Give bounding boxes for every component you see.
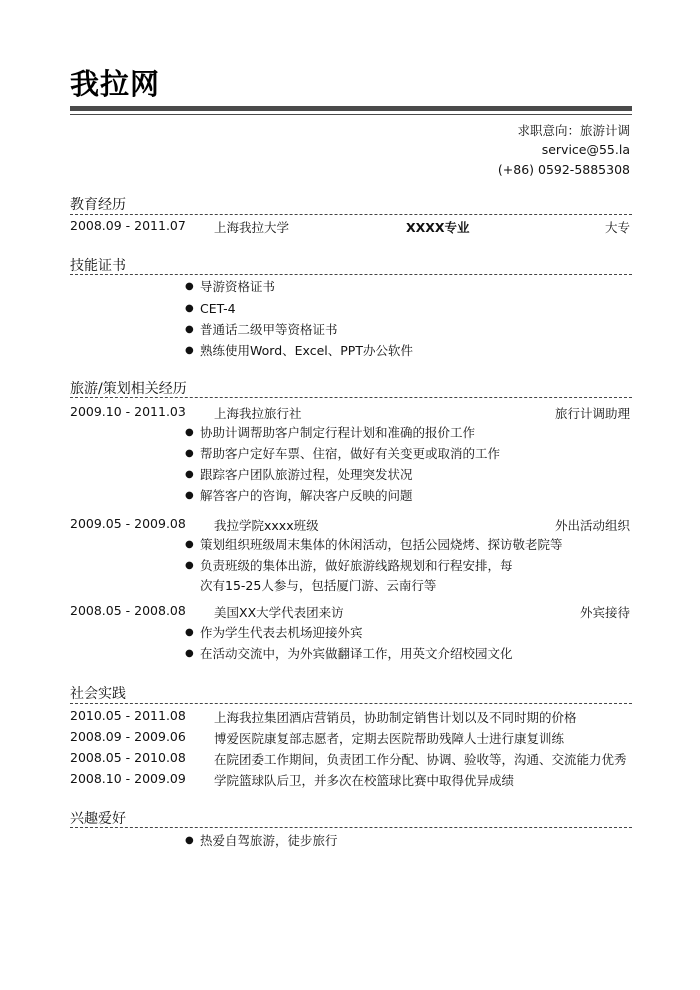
job-objective: 求职意向：旅游计调 <box>517 123 630 138</box>
job-bullet: ● 负责班级的集体出游，做好旅游线路规划和行程安排，每次有15-25人参与，包括厦门游、云南行等 <box>185 558 513 593</box>
bullet-icon: ● <box>185 648 194 659</box>
social-row <box>70 708 630 726</box>
section-title-experience: 旅游/策划相关经历 <box>70 381 187 397</box>
section-divider <box>70 214 632 215</box>
social-text: 在院团委工作期间，负责团工作分配、协调、验收等，沟通、交流能力优秀 <box>214 752 627 767</box>
bullet-icon: ● <box>185 469 194 480</box>
skill-item: ● 普通话二级甲等资格证书 <box>200 320 530 340</box>
bullet-icon: ● <box>185 490 194 501</box>
social-date: 2008.05 - 2010.08 <box>70 750 186 765</box>
bullet-icon: ● <box>185 448 194 459</box>
bullet-icon: ● <box>185 560 194 571</box>
section-divider <box>70 827 632 828</box>
job-org: 我拉学院xxxx班级 <box>214 518 319 533</box>
skill-item: ● CET-4 <box>200 299 530 319</box>
bullet-icon: ● <box>185 427 194 438</box>
social-text: 博爱医院康复部志愿者，定期去医院帮助残障人士进行康复训练 <box>214 731 565 746</box>
social-date: 2010.05 - 2011.08 <box>70 708 186 723</box>
section-title-skills: 技能证书 <box>70 258 126 274</box>
bullet-icon: ● <box>185 345 194 356</box>
job-org: 美国XX大学代表团来访 <box>214 605 344 620</box>
job-date: 2008.05 - 2008.08 <box>70 603 186 618</box>
social-row <box>70 771 630 789</box>
job-org: 上海我拉旅行社 <box>214 406 302 421</box>
bullet-icon: ● <box>185 281 194 292</box>
job-bullet: ● 策划组织班级周末集体的休闲活动，包括公园烧烤、探访敬老院等 <box>200 535 580 555</box>
education-date: 2008.09 - 2011.07 <box>70 218 186 233</box>
social-row <box>70 750 630 768</box>
skill-item: ● 熟练使用Word、Excel、PPT办公软件 <box>200 341 530 361</box>
job-date: 2009.05 - 2009.08 <box>70 516 186 531</box>
section-title-social: 社会实践 <box>70 686 126 702</box>
hobby-item: ● 热爱自驾旅游，徒步旅行 <box>200 831 530 851</box>
bullet-icon: ● <box>185 627 194 638</box>
header-rule-thin <box>70 114 632 115</box>
job-date: 2009.10 - 2011.03 <box>70 404 186 419</box>
section-title-education: 教育经历 <box>70 197 126 213</box>
social-text: 学院篮球队后卫，并多次在校篮球比赛中取得优异成绩 <box>214 773 515 788</box>
job-row <box>70 404 630 422</box>
job-role: 旅行计调助理 <box>554 406 630 421</box>
section-divider <box>70 274 632 275</box>
bullet-icon: ● <box>185 539 194 550</box>
job-bullet: ● 解答客户的咨询，解决客户反映的问题 <box>200 486 530 506</box>
contact-phone: (+86) 0592-5885308 <box>497 162 630 177</box>
bullet-icon: ● <box>185 835 194 846</box>
education-degree: 大专 <box>604 220 630 235</box>
job-row <box>70 603 630 621</box>
bullet-icon: ● <box>185 324 194 335</box>
job-bullet: ● 作为学生代表去机场迎接外宾 <box>200 623 530 643</box>
social-text: 上海我拉集团酒店营销员，协助制定销售计划以及不同时期的价格 <box>214 710 577 725</box>
job-row <box>70 516 630 534</box>
job-bullet: ● 协助计调帮助客户制定行程计划和准确的报价工作 <box>200 423 530 443</box>
section-divider <box>70 397 632 398</box>
education-major: XXXX专业 <box>406 220 470 235</box>
social-date: 2008.10 - 2009.09 <box>70 771 186 786</box>
social-row <box>70 729 630 747</box>
bullet-icon: ● <box>185 303 194 314</box>
job-role: 外宾接待 <box>579 605 630 620</box>
section-divider <box>70 703 632 704</box>
education-row <box>70 218 630 236</box>
skill-item: ● 导游资格证书 <box>200 277 530 297</box>
section-title-hobbies: 兴趣爱好 <box>70 811 126 827</box>
header-rule-thick <box>70 106 632 111</box>
resume-name: 我拉网 <box>70 67 161 101</box>
education-school: 上海我拉大学 <box>214 220 290 235</box>
contact-email: service@55.la <box>541 142 630 157</box>
social-date: 2008.09 - 2009.06 <box>70 729 186 744</box>
job-bullet: ● 在活动交流中，为外宾做翻译工作，用英文介绍校园文化 <box>200 644 580 664</box>
job-role: 外出活动组织 <box>554 518 630 533</box>
job-bullet: ● 帮助客户定好车票、住宿，做好有关变更或取消的工作 <box>200 444 530 464</box>
job-bullet: ● 跟踪客户团队旅游过程，处理突发状况 <box>200 465 530 485</box>
